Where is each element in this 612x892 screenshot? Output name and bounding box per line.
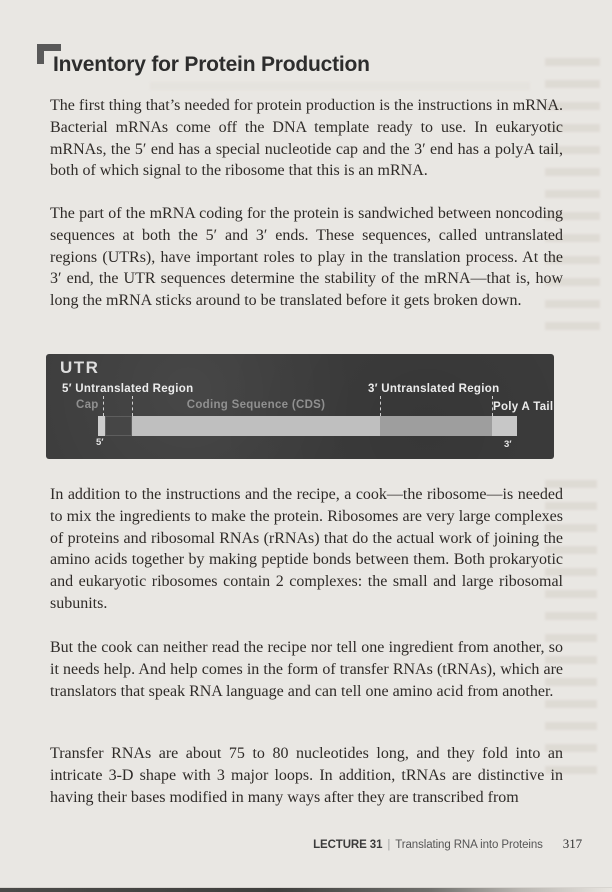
utr-diagram [46,354,554,459]
paragraph-trna-help: But the cook can neither read the recipe nor tell one ingredient from another, so it needs help. And help comes in the form of transfer RNAs (tRNAs), which are translators that speak RNA language and can tell one amino acid from another. [50,639,563,700]
paragraph-utr: The part of the mRNA coding for the protein is sandwiched between noncoding sequences at both the 5′ and 3′ ends. These sequences, called untranslated regions (UTRs), have important roles to play in the translation process. At the 3′ end, the UTR sequences determine the stability of the mRNA—that is, how long the mRNA sticks around to be translated before it gets broken down. [50,205,563,310]
segment-polya-tail [492,416,517,436]
dashed-divider [103,396,104,416]
page-number: 317 [562,836,582,851]
label-coding-sequence: Coding Sequence (CDS) [186,399,326,411]
segment-5prime-utr [105,416,132,436]
page-footer [313,836,582,852]
footer-separator: | [387,839,391,851]
label-3prime-utr: 3′ Untranslated Region [368,383,500,395]
dashed-divider [132,396,133,416]
page-title: Inventory for Protein Production [53,53,370,76]
paragraph-ribosome: In addition to the instructions and the recipe, a cook—the ribosome—is needed to mix the ingredients to make the protein. Ribosomes are very large complexes of proteins and ribosomal RNAs (rRNAs) that do the actual work of joining the amino acids together by making peptide bonds between them. Both prokaryotic and eukaryotic ribosomes contain 2 complexes: the small and large ribosomal subunits. [50,486,563,612]
segment-3prime-utr [380,416,492,436]
lecture-title: Translating RNA into Proteins [395,839,543,851]
label-3prime-end: 3′ [504,439,512,450]
label-5prime-utr: 5′ Untranslated Region [62,383,194,395]
lecture-number: LECTURE 31 [313,839,383,851]
bleed-through-artifact [150,82,530,94]
paragraph-trna-structure: Transfer RNAs are about 75 to 80 nucleotides long, and they fold into an intricate 3-D shape with 3 major loops. In addition, tRNAs are distinctive in having their bases modified in many ways after they are transcribed from [50,745,563,806]
dashed-divider [380,396,381,416]
label-polya-tail: Poly A Tail [493,401,554,413]
diagram-title: UTR [60,358,100,377]
mrna-bar [98,416,517,436]
segment-cap [98,416,105,436]
scan-edge-artifact [0,887,612,892]
paragraph-intro-mrna: The first thing that’s needed for protein production is the instructions in mRNA. Bacterial mRNAs come off the DNA template ready to use. In eukaryotic mRNAs, the 5′ end has a special nucleotide cap and the 3′ end has a polyA tail, both of which signal to the ribosome that this is an mRNA. [50,97,563,180]
dashed-divider [492,396,493,416]
label-cap: Cap [76,399,99,411]
segment-coding-sequence [132,416,380,436]
label-5prime-end: 5′ [96,437,104,448]
